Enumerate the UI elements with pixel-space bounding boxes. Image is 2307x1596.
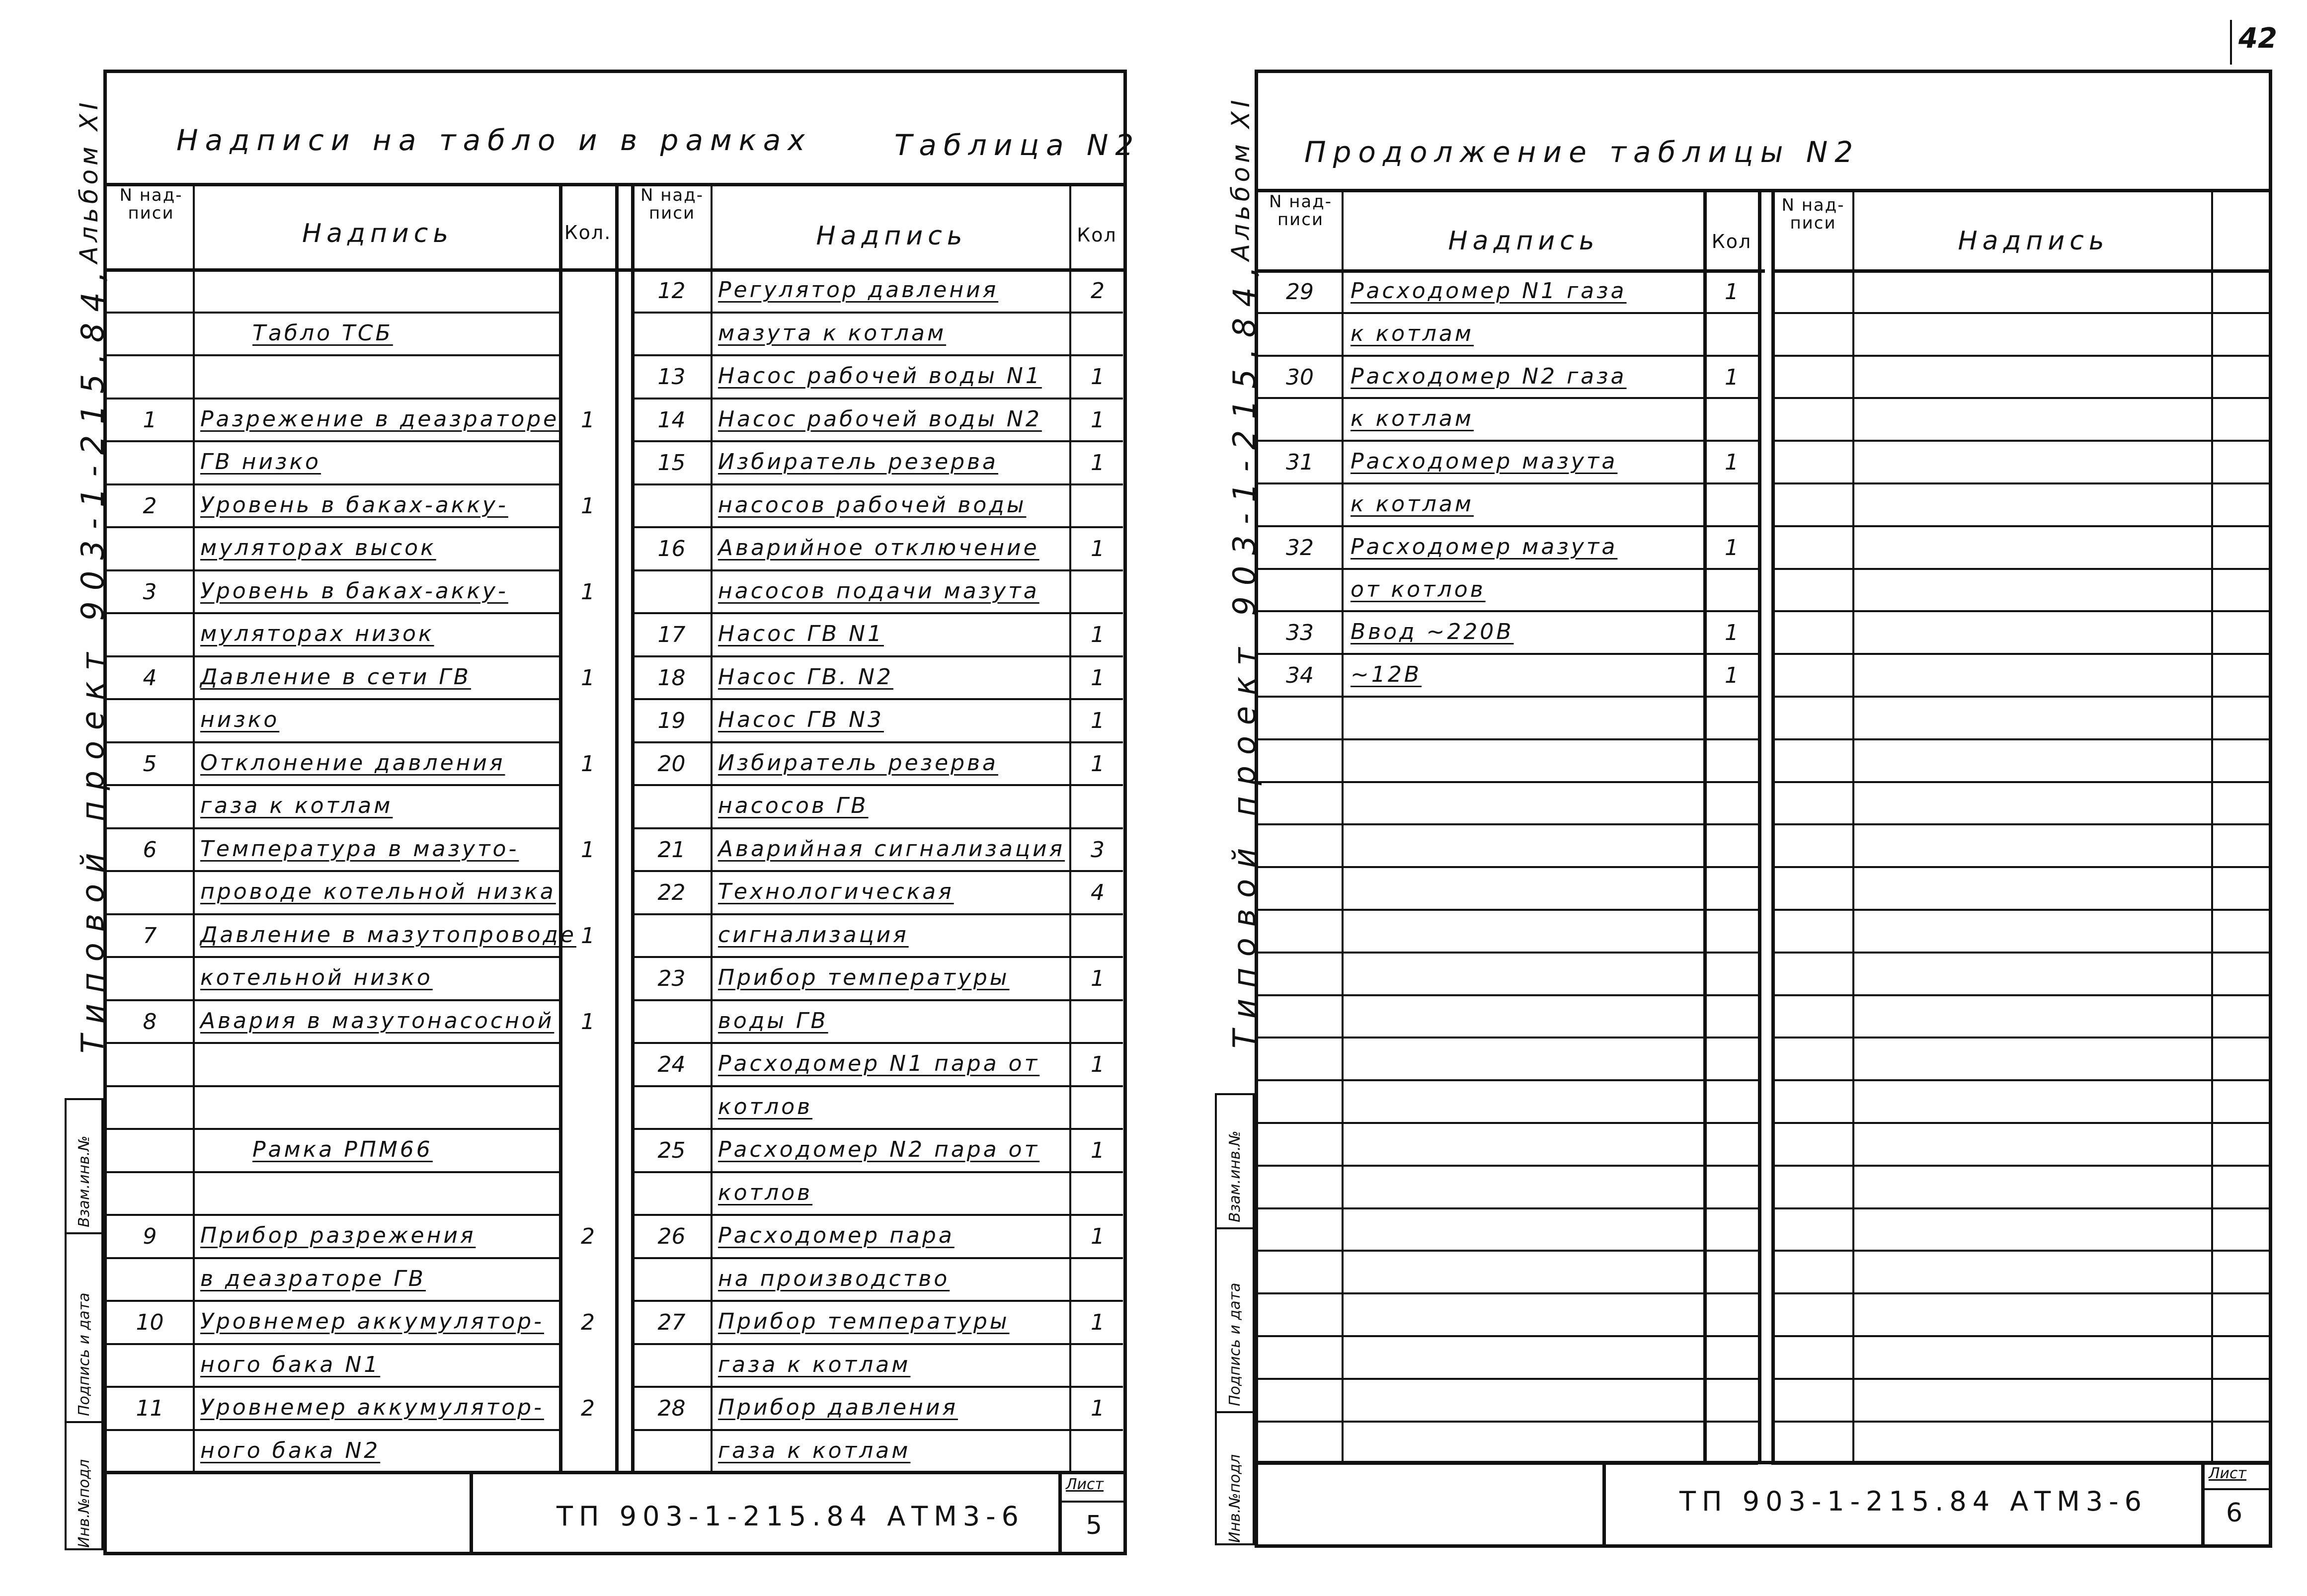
row-caption: Насос ГВ. N2 — [718, 664, 893, 690]
row-caption: Насос рабочей воды N2 — [718, 406, 1042, 432]
row-caption: Отклонение давления — [200, 750, 505, 776]
right-hdr-num: N над-писи — [640, 185, 704, 223]
row-caption: Аварийное отключение — [718, 535, 1039, 560]
row-number: 19 — [657, 708, 686, 733]
table-row-rule — [631, 784, 1123, 786]
row-count: 1 — [581, 751, 595, 777]
table-row-rule — [1771, 1165, 2269, 1167]
row-caption: Давление в мазутопроводе — [200, 922, 576, 948]
table-row-rule — [1258, 525, 1758, 527]
table-row-rule — [1771, 440, 2269, 442]
row-caption: ного бака N2 — [200, 1437, 381, 1463]
table-row-rule — [1771, 1421, 2269, 1423]
table-row-rule — [1771, 1335, 2269, 1337]
table-row-rule — [631, 526, 1123, 528]
right-header-bottom — [1258, 269, 1765, 273]
table-row-rule — [1771, 823, 2269, 825]
table-row-rule — [631, 1257, 1123, 1259]
table-row-rule — [1771, 1037, 2269, 1038]
row-count: 1 — [1725, 450, 1739, 476]
row-number: 11 — [136, 1396, 164, 1421]
table-row-rule — [107, 569, 559, 571]
right-title: Продолжение таблицы N2 — [1304, 135, 1860, 169]
row-caption: Уровнемер аккумулятор- — [200, 1309, 544, 1334]
left-stamp-label-3: Инв.№подл — [76, 1459, 93, 1548]
table-row-rule — [107, 1042, 559, 1044]
table-row-rule — [1771, 781, 2269, 783]
row-caption: Технологическая — [718, 879, 954, 904]
table-row-rule — [107, 784, 559, 786]
table-row-rule — [1258, 312, 1758, 314]
table-row-rule — [107, 655, 559, 657]
table-row-rule — [107, 741, 559, 743]
row-number: 29 — [1286, 279, 1314, 305]
row-number: 12 — [657, 278, 686, 304]
table-row-rule — [107, 870, 559, 872]
table-row-rule — [107, 1257, 559, 1259]
table-row-rule — [1258, 610, 1758, 612]
table-row-rule — [631, 312, 1123, 314]
row-caption: газа к котлам — [718, 1352, 911, 1377]
row-caption: ~12В — [1351, 662, 1422, 688]
table-row-rule — [1258, 397, 1758, 399]
row-caption: Расходомер N1 пара от — [718, 1051, 1040, 1076]
row-caption: Расходомер N1 газа — [1351, 278, 1627, 304]
row-count: 1 — [1091, 364, 1105, 390]
table-row-rule — [631, 698, 1123, 700]
row-caption: Уровень в баках-акку- — [200, 492, 508, 518]
row-count: 1 — [1091, 665, 1105, 691]
table-row-rule — [1258, 909, 1758, 911]
r-hdr-kol: Кол — [1711, 231, 1752, 252]
table-row-rule — [1258, 696, 1758, 698]
left-stamp-label-2: Подпись и дата — [76, 1292, 93, 1416]
table-row-rule — [1771, 1250, 2269, 1252]
table-row-rule — [631, 1085, 1123, 1087]
table-row-rule — [107, 698, 559, 700]
left-stamp-top — [103, 1471, 1127, 1474]
left-hdr-text: Надпись — [302, 219, 453, 248]
table-row-rule — [1771, 568, 2269, 570]
row-caption: Расходомер N2 газа — [1351, 363, 1627, 389]
row-caption: на производство — [718, 1266, 950, 1291]
row-number: 5 — [143, 751, 157, 777]
row-caption: Расходомер мазута — [1351, 534, 1618, 559]
table-row-rule — [631, 1300, 1123, 1302]
table-row-rule — [1258, 440, 1758, 442]
row-caption: Насос ГВ N3 — [718, 707, 884, 732]
row-count: 3 — [1091, 837, 1105, 863]
left-side-album: Альбом XI — [75, 98, 103, 263]
table-row-rule — [1258, 1037, 1758, 1038]
row-count: 1 — [1091, 536, 1105, 561]
table-row-rule — [1771, 866, 2269, 868]
table-row-rule — [1258, 1335, 1758, 1337]
row-number: 27 — [657, 1310, 686, 1335]
row-caption: котлов — [718, 1180, 813, 1205]
table-row-rule — [107, 526, 559, 528]
table-row-rule — [107, 1214, 559, 1216]
table-row-rule — [107, 1171, 559, 1173]
right-header-bottom — [1771, 269, 2269, 273]
row-caption: в деазраторе ГВ — [200, 1266, 426, 1291]
table-row-rule — [631, 1042, 1123, 1044]
row-count: 2 — [581, 1396, 595, 1421]
row-caption: Аварийная сигнализация — [718, 836, 1065, 862]
row-count: 1 — [581, 923, 595, 949]
table-row-rule — [1258, 482, 1758, 484]
row-number: 25 — [657, 1138, 686, 1163]
row-number: 33 — [1286, 620, 1314, 646]
table-row-rule — [1771, 738, 2269, 740]
row-caption: насосов ГВ — [718, 793, 869, 818]
row-caption: Прибор давления — [718, 1395, 958, 1420]
row-caption: муляторах низок — [200, 621, 434, 646]
left-stamp-divider — [1058, 1471, 1062, 1555]
table-row-rule — [107, 956, 559, 958]
row-caption: воды ГВ — [718, 1008, 828, 1034]
row-count: 1 — [581, 579, 595, 605]
right-stamp-divider — [1215, 1411, 1255, 1413]
row-caption: насосов рабочей воды — [718, 492, 1027, 518]
table-row-rule — [631, 1429, 1123, 1431]
left-col-line — [559, 183, 562, 1471]
row-count: 1 — [1091, 622, 1105, 647]
table-row-rule — [1258, 738, 1758, 740]
row-caption: Рамка РПМ66 — [252, 1137, 433, 1162]
row-count: 1 — [1725, 364, 1739, 390]
table-row-rule — [107, 1386, 559, 1388]
row-number: 21 — [657, 837, 686, 863]
left-stamp-sheet-line — [1058, 1501, 1127, 1503]
table-row-rule — [1771, 482, 2269, 484]
row-caption: газа к котлам — [200, 793, 393, 818]
table-row-rule — [1771, 1207, 2269, 1209]
row-number: 28 — [657, 1396, 686, 1421]
table-row-rule — [1258, 1122, 1758, 1124]
table-row-rule — [1771, 952, 2269, 954]
row-count: 2 — [1091, 278, 1105, 304]
row-number: 30 — [1286, 364, 1314, 390]
table-row-rule — [1771, 994, 2269, 996]
table-row-rule — [1258, 823, 1758, 825]
row-count: 1 — [1091, 1310, 1105, 1335]
table-row-rule — [107, 354, 559, 356]
left-hdr-num: N над-писи — [119, 185, 183, 223]
row-count: 1 — [1091, 1396, 1105, 1421]
table-row-rule — [1258, 781, 1758, 783]
row-number: 17 — [657, 622, 686, 647]
table-row-rule — [631, 569, 1123, 571]
right-stamp-label-3: Инв.№подл — [1226, 1454, 1244, 1543]
table-row-rule — [1771, 610, 2269, 612]
row-count: 1 — [1091, 450, 1105, 476]
table-row-rule — [1258, 1421, 1758, 1423]
row-number: 34 — [1286, 663, 1314, 689]
row-number: 9 — [143, 1224, 157, 1249]
table-row-rule — [1771, 1292, 2269, 1294]
row-number: 6 — [143, 837, 157, 863]
row-number: 3 — [143, 579, 157, 605]
page-number-tick — [2230, 20, 2232, 65]
row-number: 32 — [1286, 535, 1314, 560]
row-caption: Разрежение в деазраторе — [200, 406, 559, 432]
row-caption: Расходомер N2 пара от — [718, 1137, 1040, 1162]
table-row-rule — [631, 354, 1123, 356]
row-caption: сигнализация — [718, 922, 909, 948]
table-row-rule — [631, 741, 1123, 743]
table-row-rule — [631, 913, 1123, 915]
table-row-rule — [107, 913, 559, 915]
row-number: 10 — [136, 1310, 164, 1335]
table-row-rule — [631, 1171, 1123, 1173]
row-caption: Ввод ~220В — [1351, 619, 1514, 645]
row-number: 4 — [143, 665, 157, 691]
row-caption: Давление в сети ГВ — [200, 664, 471, 690]
row-caption: ного бака N1 — [200, 1352, 381, 1377]
table-row-rule — [1258, 1378, 1758, 1380]
row-caption: от котлов — [1351, 576, 1486, 602]
row-caption: Расходомер пара — [718, 1223, 955, 1248]
row-count: 2 — [581, 1224, 595, 1249]
table-row-rule — [107, 827, 559, 829]
table-row-rule — [1771, 397, 2269, 399]
row-count: 1 — [581, 493, 595, 519]
row-caption: Прибор температуры — [718, 965, 1010, 990]
table-row-rule — [631, 1343, 1123, 1345]
table-row-rule — [1771, 696, 2269, 698]
row-number: 22 — [657, 880, 686, 905]
r2-hdr-num: N над-писи — [1781, 195, 1845, 233]
table-row-rule — [107, 312, 559, 314]
row-number: 2 — [143, 493, 157, 519]
r-hdr-text: Надпись — [1448, 226, 1599, 256]
table-row-rule — [107, 999, 559, 1001]
row-count: 1 — [1725, 620, 1739, 646]
row-count: 1 — [1725, 663, 1739, 689]
row-number: 14 — [657, 407, 686, 433]
table-row-rule — [107, 398, 559, 399]
row-count: 1 — [581, 1009, 595, 1035]
row-number: 23 — [657, 966, 686, 991]
row-caption: Расходомер мазута — [1351, 449, 1618, 475]
row-count: 1 — [581, 407, 595, 433]
right-header-top — [1258, 189, 2269, 192]
row-caption: Насос ГВ N1 — [718, 621, 884, 646]
row-caption: Табло ТСБ — [252, 320, 393, 346]
right-col-line — [1758, 189, 1761, 1461]
r2-hdr-text: Надпись — [1958, 226, 2109, 256]
table-row-rule — [1258, 355, 1758, 357]
right-stamp-divider — [1215, 1227, 1255, 1229]
right-side-album: Альбом XI — [1226, 96, 1255, 261]
row-caption: котельной низко — [200, 965, 433, 990]
row-count: 1 — [1091, 708, 1105, 733]
table-row-rule — [1258, 568, 1758, 570]
table-row-rule — [1258, 1292, 1758, 1294]
row-caption: ГВ низко — [200, 449, 321, 475]
row-caption: Авария в мазутонасосной — [200, 1008, 555, 1034]
row-count: 1 — [1091, 1052, 1105, 1077]
table-row-rule — [631, 612, 1123, 614]
row-count: 1 — [581, 837, 595, 863]
left-stamp-divider — [65, 1421, 103, 1423]
table-row-rule — [1771, 909, 2269, 911]
right-stamp-divider — [1602, 1461, 1606, 1548]
table-row-rule — [631, 1128, 1123, 1130]
table-row-rule — [631, 999, 1123, 1001]
row-count: 1 — [1091, 407, 1105, 433]
row-number: 26 — [657, 1224, 686, 1249]
row-caption: Регулятор давления — [718, 277, 999, 303]
row-caption: газа к котлам — [718, 1437, 911, 1463]
right-sheet-number: 6 — [2226, 1498, 2243, 1528]
table-row-rule — [107, 1429, 559, 1431]
row-caption: Температура в мазуто- — [200, 836, 519, 862]
row-number: 24 — [657, 1052, 686, 1077]
table-row-rule — [1771, 312, 2269, 314]
row-caption: Уровнемер аккумулятор- — [200, 1395, 544, 1420]
table-row-rule — [631, 827, 1123, 829]
table-row-rule — [1771, 1122, 2269, 1124]
table-row-rule — [107, 612, 559, 614]
row-caption: Прибор разрежения — [200, 1223, 476, 1248]
right-hdr-kol: Кол — [1077, 224, 1117, 246]
row-number: 31 — [1286, 450, 1314, 476]
row-count: 2 — [581, 1310, 595, 1335]
row-caption: проводе котельной низка — [200, 879, 556, 904]
table-row-rule — [1258, 653, 1758, 655]
right-stamp-sheet-line — [2201, 1488, 2272, 1490]
table-row-rule — [631, 483, 1123, 485]
right-stamp-top — [1255, 1461, 2272, 1464]
row-count: 1 — [1725, 535, 1739, 560]
table-row-rule — [631, 870, 1123, 872]
row-caption: Избиратель резерва — [718, 449, 998, 475]
row-caption: Уровень в баках-акку- — [200, 578, 508, 604]
row-caption: Избиратель резерва — [718, 750, 998, 776]
left-stamp-code: ТП 903-1-215.84 АТМ3-6 — [557, 1501, 1025, 1532]
row-caption: муляторах высок — [200, 535, 436, 560]
table-row-rule — [1771, 355, 2269, 357]
table-row-rule — [631, 956, 1123, 958]
table-row-rule — [1771, 1378, 2269, 1380]
row-count: 1 — [1091, 966, 1105, 991]
row-count: 4 — [1091, 880, 1105, 905]
table-row-rule — [107, 1343, 559, 1345]
left-sheet-label: Лист — [1066, 1476, 1104, 1493]
row-caption: Прибор температуры — [718, 1309, 1010, 1334]
row-number: 16 — [657, 536, 686, 561]
row-caption: к котлам — [1351, 406, 1474, 432]
right-stamp-divider — [2201, 1461, 2205, 1548]
right-stamp-label-1: Взам.инв.№ — [1226, 1130, 1244, 1222]
row-caption: к котлам — [1351, 320, 1474, 346]
left-side-project: Типовой проект 903-1-215.84, — [75, 260, 111, 1053]
table-row-rule — [1258, 1207, 1758, 1209]
table-row-rule — [631, 655, 1123, 657]
table-row-rule — [107, 1128, 559, 1130]
row-caption: к котлам — [1351, 491, 1474, 517]
row-count: 1 — [581, 665, 595, 691]
table-row-rule — [107, 1300, 559, 1302]
table-row-rule — [631, 1386, 1123, 1388]
right-stamp-label-2: Подпись и дата — [1226, 1282, 1244, 1406]
left-stamp-label-1: Взам.инв.№ — [76, 1135, 93, 1227]
table-row-rule — [1258, 1250, 1758, 1252]
row-number: 18 — [657, 665, 686, 691]
row-count: 1 — [1091, 751, 1105, 777]
left-table-number: Таблица N2 — [894, 128, 1141, 162]
row-number: 13 — [657, 364, 686, 390]
row-caption: мазута к котлам — [718, 320, 947, 346]
row-caption: низко — [200, 707, 280, 732]
left-stamp-divider — [65, 1232, 103, 1234]
left-title: Надписи на табло и в рамках — [176, 123, 812, 157]
row-number: 1 — [143, 407, 157, 433]
right-sheet-label: Лист — [2209, 1465, 2247, 1482]
table-row-rule — [1258, 1165, 1758, 1167]
table-row-rule — [1258, 952, 1758, 954]
table-row-rule — [1258, 1079, 1758, 1081]
table-row-rule — [1771, 653, 2269, 655]
table-row-rule — [107, 483, 559, 485]
left-sheet-number: 5 — [1086, 1511, 1103, 1540]
row-count: 1 — [1091, 1138, 1105, 1163]
row-number: 20 — [657, 751, 686, 777]
table-row-rule — [631, 440, 1123, 442]
page-number: 42 — [2238, 22, 2277, 55]
row-count: 1 — [1725, 279, 1739, 305]
row-caption: котлов — [718, 1094, 813, 1119]
table-row-rule — [107, 1085, 559, 1087]
r-hdr-num: N над-писи — [1269, 192, 1333, 230]
row-caption: Насос рабочей воды N1 — [718, 363, 1042, 389]
row-number: 7 — [143, 923, 157, 949]
table-row-rule — [107, 440, 559, 442]
right-side-project: Типовой проект 903-1-215.84, — [1226, 255, 1263, 1048]
row-caption: насосов подачи мазута — [718, 578, 1039, 604]
table-row-rule — [1258, 866, 1758, 868]
row-number: 8 — [143, 1009, 157, 1035]
table-row-rule — [1258, 994, 1758, 996]
right-stamp-code: ТП 903-1-215.84 АТМ3-6 — [1679, 1486, 2148, 1517]
row-count: 1 — [1091, 1224, 1105, 1249]
left-col-line — [615, 183, 619, 1471]
right-hdr-text: Надпись — [816, 221, 967, 251]
table-row-rule — [631, 1214, 1123, 1216]
left-stamp-divider — [470, 1471, 473, 1555]
row-number: 15 — [657, 450, 686, 476]
table-row-rule — [1771, 1079, 2269, 1081]
left-hdr-kol: Кол. — [564, 222, 612, 243]
table-row-rule — [631, 398, 1123, 399]
table-row-rule — [1771, 525, 2269, 527]
